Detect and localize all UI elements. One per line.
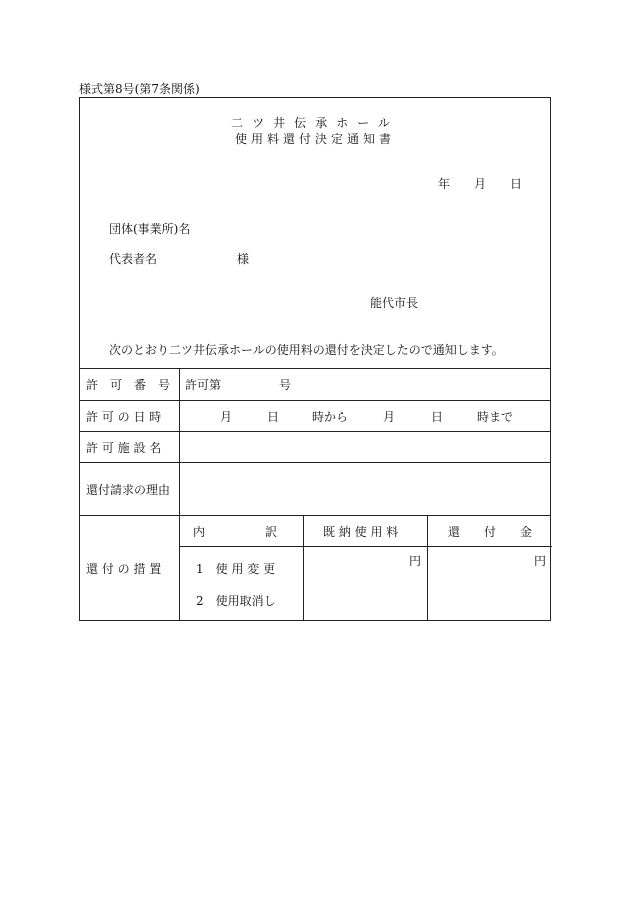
notice-text: 次のとおり二ツ井伝承ホールの使用料の還付を決定したので通知します。 [109,343,504,357]
datetime-month-1: 月 [220,409,233,424]
datetime-from: 時から [312,409,349,424]
paid-fee-yen-unit: 円 [409,553,422,568]
header-row-divider [179,546,552,547]
document-title: 使用料還付決定通知書 [234,132,395,146]
paid-fee-column-header: 既 納 使 用 料 [323,524,399,539]
organization-name-label: 団体(事業所)名 [109,222,191,236]
refund-amount-column-header: 還 付 金 [448,524,533,539]
fee-column-divider [427,515,428,621]
form-number-label: 様式第8号(第7条関係) [79,82,200,96]
document-title-facility: 二ツ井伝承ホール [231,116,399,130]
refund-measures-label: 還 付 の 措 置 [86,562,162,576]
permit-number-suffix: 号 [279,378,292,392]
permit-datetime-label: 許 可 の 日 時 [86,409,162,424]
breakdown-column-divider [303,515,304,621]
breakdown-column-header: 内 訳 [193,524,278,539]
datetime-day-1: 日 [267,409,280,424]
datetime-day-2: 日 [431,409,444,424]
issuer-name: 能代市長 [370,296,419,310]
datetime-month-2: 月 [383,409,396,424]
date-line: 年 月 日 [437,177,522,191]
label-column-divider [179,368,180,621]
representative-honorific: 様 [237,252,250,266]
refund-yen-unit: 円 [534,553,547,568]
permitted-facility-label: 許 可 施 設 名 [86,440,162,455]
representative-name-label: 代表者名 [109,252,158,266]
option-usage-cancel: 2 使用取消し [196,593,276,608]
permit-number-label: 許 可 番 号 [86,378,171,392]
permit-number-prefix: 許可第 [185,378,222,392]
option-usage-change: 1 使 用 変 更 [196,561,276,576]
refund-reason-label: 還付請求の理由 [86,482,171,497]
notice-form-frame [79,97,551,621]
datetime-until: 時まで [477,409,514,424]
